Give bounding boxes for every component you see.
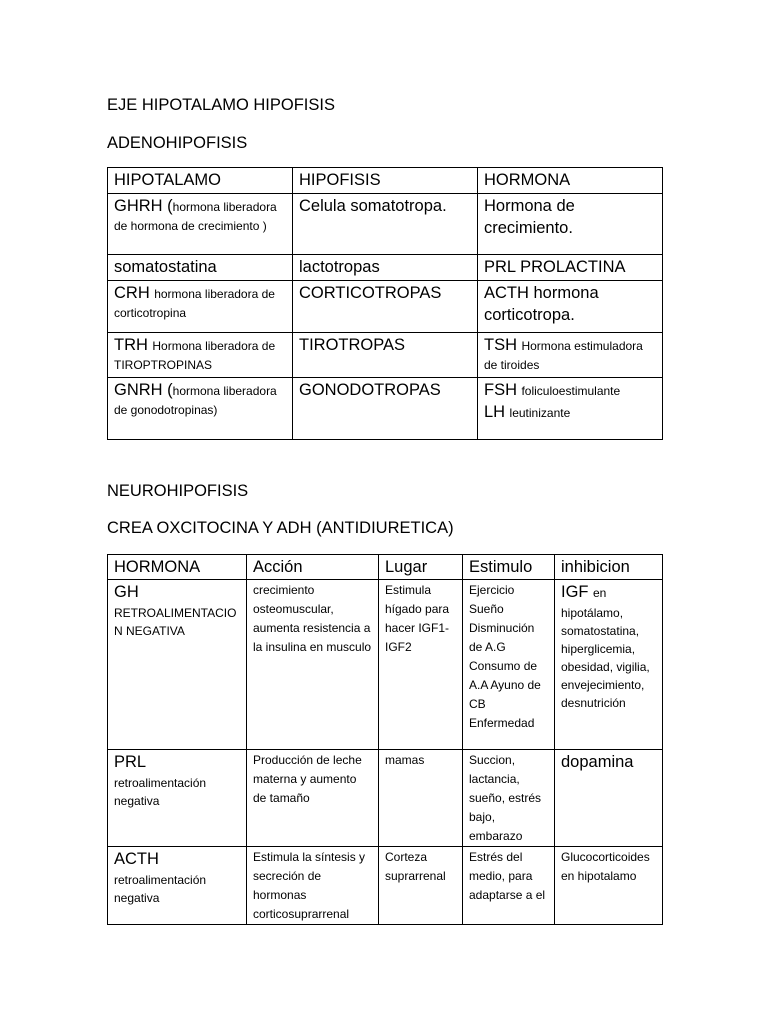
cell-lugar: Estimula hígado para hacer IGF1-IGF2 (379, 580, 463, 750)
header-hormona: HORMONA (478, 168, 663, 194)
cell-hipofisis: CORTICOTROPAS (293, 281, 478, 333)
table-header-row (108, 555, 663, 580)
cell-hormona: PRL retroalimentación negativa (108, 750, 247, 847)
header-accion: Acción (247, 555, 379, 580)
table-header-row (108, 168, 663, 194)
document-title: EJE HIPOTALAMO HIPOFISIS (107, 96, 335, 114)
header-hipotalamo: HIPOTALAMO (108, 168, 293, 194)
cell-lugar: Corteza suprarrenal (379, 847, 463, 925)
section-heading-adenohipofisis: ADENOHIPOFISIS (107, 134, 248, 152)
cell-hormona: TSH Hormona estimuladora de tiroides (478, 333, 663, 378)
cell-hipotalamo: GHRH (hormona liberadora de hormona de crecimiento ) (108, 194, 293, 255)
cell-hipofisis: lactotropas (293, 255, 478, 281)
table-row (108, 378, 663, 440)
cell-hormona: Hormona de crecimiento. (478, 194, 663, 255)
cell-hipofisis: Celula somatotropa. (293, 194, 478, 255)
table-row (108, 194, 663, 255)
table-row (108, 333, 663, 378)
cell-hormona: ACTH hormona corticotropa. (478, 281, 663, 333)
cell-inhibicion: dopamina (555, 750, 663, 847)
cell-hormona: ACTH retroalimentación negativa (108, 847, 247, 925)
table-row (108, 750, 663, 847)
cell-estimulo: Succion, lactancia, sueño, estrés bajo, embarazo (463, 750, 555, 847)
table-row (108, 255, 663, 281)
header-lugar: Lugar (379, 555, 463, 580)
table-row (108, 580, 663, 750)
cell-hormona: FSH foliculoestimulante LH leutinizante (478, 378, 663, 440)
cell-hipofisis: GONODOTROPAS (293, 378, 478, 440)
cell-estimulo: Ejercicio Sueño Disminución de A.G Consumo de A.A Ayuno de CB Enfermedad (463, 580, 555, 750)
cell-hipotalamo: CRH hormona liberadora de corticotropina (108, 281, 293, 333)
cell-hipofisis: TIROTROPAS (293, 333, 478, 378)
cell-hormona: GH RETROALIMENTACION NEGATIVA (108, 580, 247, 750)
cell-inhibicion: IGF en hipotálamo, somatostatina, hiperglicemia, obesidad, vigilia, envejecimiento, desnutrición (555, 580, 663, 750)
header-hormona: HORMONA (108, 555, 247, 580)
header-inhibicion: inhibicion (555, 555, 663, 580)
cell-hipotalamo: TRH Hormona liberadora de TIROPTROPINAS (108, 333, 293, 378)
header-estimulo: Estimulo (463, 555, 555, 580)
cell-estimulo: Estrés del medio, para adaptarse a el (463, 847, 555, 925)
cell-hormona: PRL PROLACTINA (478, 255, 663, 281)
section-subheading: CREA OXCITOCINA Y ADH (ANTIDIURETICA) (107, 519, 454, 537)
cell-hipotalamo: somatostatina (108, 255, 293, 281)
header-hipofisis: HIPOFISIS (293, 168, 478, 194)
cell-accion: crecimiento osteomuscular, aumenta resistencia a la insulina en musculo (247, 580, 379, 750)
cell-lugar: mamas (379, 750, 463, 847)
cell-hipotalamo: GNRH (hormona liberadora de gonodotropinas) (108, 378, 293, 440)
adenohipofisis-table (107, 167, 663, 440)
table-row (108, 847, 663, 925)
cell-accion: Estimula la síntesis y secreción de hormonas corticosuprarrenal (247, 847, 379, 925)
neurohipofisis-table (107, 554, 663, 925)
section-heading-neurohipofisis: NEUROHIPOFISIS (107, 482, 249, 500)
cell-inhibicion: Glucocorticoides en hipotalamo (555, 847, 663, 925)
cell-accion: Producción de leche materna y aumento de tamaño (247, 750, 379, 847)
table-row (108, 281, 663, 333)
